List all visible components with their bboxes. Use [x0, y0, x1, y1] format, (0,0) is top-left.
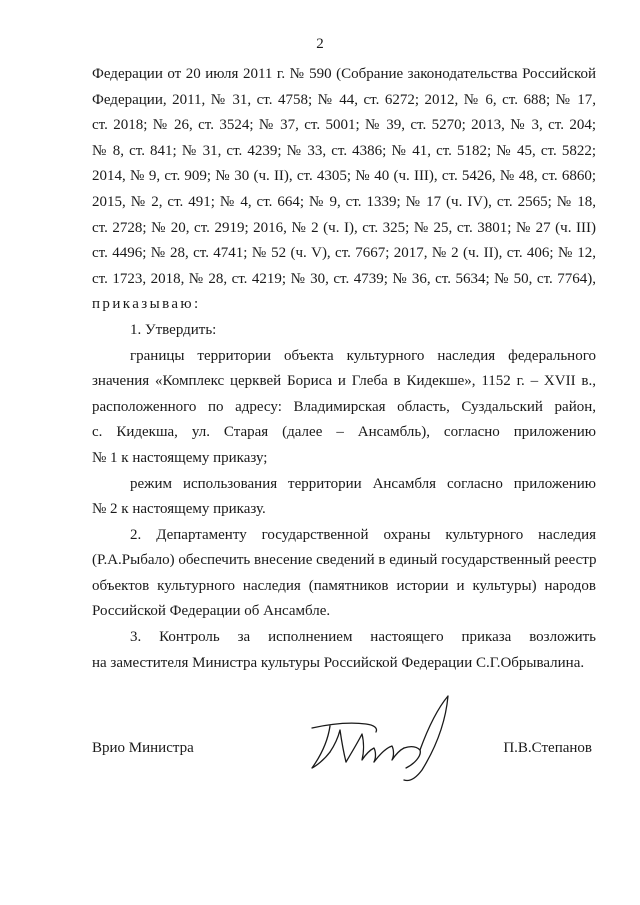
signatory-title: Врио Министра	[92, 740, 194, 756]
handwritten-signature	[300, 688, 460, 788]
text-line: режим использования территории Ансамбля согласно приложению	[130, 475, 596, 492]
item-3-line: 3. Контроль за исполнением настоящего приказа возложить	[130, 629, 596, 646]
text-line: ст. 4496; № 28, ст. 4741; № 52 (ч. V), ст. 7667; 2017, № 2 (ч. II), ст. 406; № 12,	[92, 245, 596, 262]
text-line: Федерации, 2011, № 31, ст. 4758; № 44, ст. 6272; 2012, № 6, ст. 688; № 17,	[92, 91, 596, 108]
text-line: № 2 к настоящему приказу.	[92, 501, 266, 518]
text-line: расположенного по адресу: Владимирская область, Суздальский район,	[92, 398, 596, 415]
document-body	[92, 62, 596, 676]
text-line: Федерации от 20 июля 2011 г. № 590 (Собрание законодательства Российской	[92, 66, 596, 82]
text-line: 2015, № 2, ст. 491; № 4, ст. 664; № 9, ст. 1339; № 17 (ч. IV), ст. 2565; № 18,	[92, 193, 596, 210]
item-1-heading: 1. Утвердить:	[130, 321, 217, 338]
page-number: 2	[316, 36, 324, 52]
text-line: № 1 к настоящему приказу;	[92, 449, 268, 466]
item-2-line: 2. Департаменту государственной охраны культурного наследия	[130, 526, 596, 543]
text-line: 2014, № 9, ст. 909; № 30 (ч. II), ст. 4305; № 40 (ч. III), ст. 5426, № 48, ст. 6860;	[92, 168, 596, 185]
text-line: границы территории объекта культурного наследия федерального	[130, 347, 596, 364]
text-line: Российской Федерации об Ансамбле.	[92, 603, 331, 620]
text-line: № 8, ст. 841; № 31, ст. 4239; № 33, ст. 4386; № 41, ст. 5182; № 45, ст. 5822;	[92, 142, 596, 159]
text-line: с. Кидекша, ул. Старая (далее – Ансамбль), согласно приложению	[92, 424, 596, 441]
text-line: (Р.А.Рыбало) обеспечить внесение сведений в единый государственный реестр	[92, 552, 597, 569]
text-line: ст. 1723, 2018, № 28, ст. 4219; № 30, ст. 4739; № 36, ст. 5634; № 50, ст. 7764),	[92, 270, 596, 287]
text-line: ст. 2728; № 20, ст. 2919; 2016, № 2 (ч. I), ст. 325; № 25, ст. 3801; № 27 (ч. III)	[92, 219, 596, 236]
text-line: объектов культурного наследия (памятников истории и культуры) народов	[92, 577, 596, 594]
order-word: приказываю:	[92, 296, 201, 313]
text-line: значения «Комплекс церквей Бориса и Глеба в Кидекше», 1152 г. – XVII в.,	[92, 373, 596, 390]
text-line: на заместителя Министра культуры Российской Федерации С.Г.Обрывалина.	[92, 654, 585, 671]
text-line: ст. 2018; № 26, ст. 3524; № 37, ст. 5001; № 39, ст. 5270; 2013, № 3, ст. 204;	[92, 117, 596, 134]
signatory-name: П.В.Степанов	[503, 740, 592, 756]
